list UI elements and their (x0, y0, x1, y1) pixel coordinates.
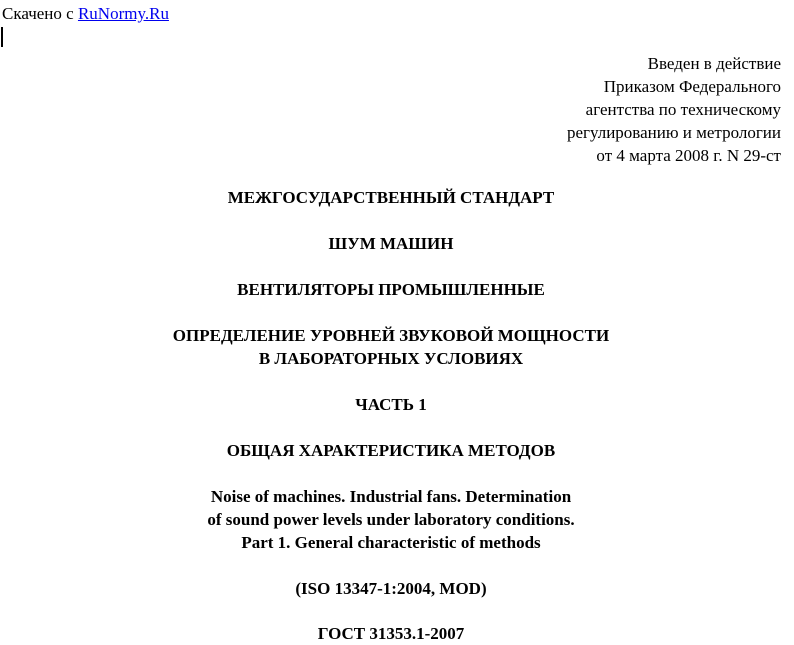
title-sub: ВЕНТИЛЯТОРЫ ПРОМЫШЛЕННЫЕ (237, 280, 545, 299)
enactment-line: агентства по техническому (585, 100, 781, 119)
enactment-block (567, 52, 781, 167)
title-main: ШУМ МАШИН (328, 234, 454, 253)
english-title-line: Noise of machines. Industrial fans. Determination (210, 487, 572, 506)
source-note (2, 4, 169, 24)
title-topic-line: В ЛАБОРАТОРНЫХ УСЛОВИЯХ (258, 349, 524, 368)
title-topic (0, 324, 782, 370)
english-title-line: Part 1. General characteristic of methods (241, 533, 541, 552)
enactment-line: регулированию и метрологии (566, 123, 781, 142)
english-title (0, 485, 782, 554)
enactment-line: Приказом Федерального (603, 77, 781, 96)
document-type: МЕЖГОСУДАРСТВЕННЫЙ СТАНДАРТ (227, 188, 555, 207)
title-topic-line: ОПРЕДЕЛЕНИЕ УРОВНЕЙ ЗВУКОВОЙ МОЩНОСТИ (172, 326, 610, 345)
gost-number: ГОСТ 31353.1-2007 (317, 624, 465, 643)
part-title: ОБЩАЯ ХАРАКТЕРИСТИКА МЕТОДОВ (226, 441, 556, 460)
english-title-line: of sound power levels under laboratory conditions. (207, 510, 575, 529)
source-prefix: Скачено с (2, 4, 74, 23)
source-link[interactable]: RuNormy.Ru (77, 4, 169, 23)
enactment-line: от 4 марта 2008 г. N 29-ст (596, 146, 781, 165)
text-cursor (1, 27, 3, 47)
part-number: ЧАСТЬ 1 (355, 395, 427, 414)
enactment-line: Введен в действие (647, 54, 781, 73)
iso-reference: (ISO 13347-1:2004, MOD) (295, 579, 487, 598)
